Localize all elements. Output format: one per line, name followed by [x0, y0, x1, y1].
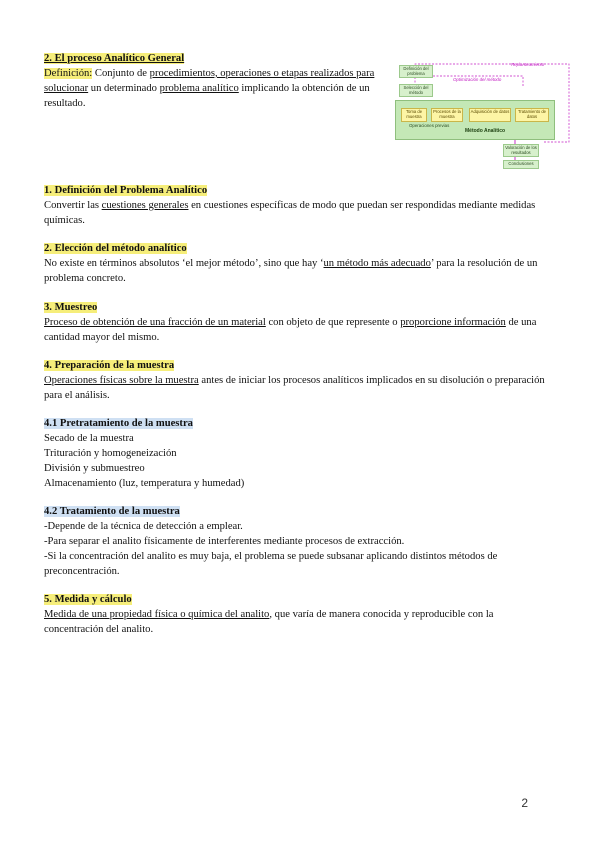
- section-heading: 3. Muestreo: [44, 302, 98, 313]
- box-procesos-muestra: Procesos de la muestra: [431, 108, 463, 122]
- section-eleccion: [44, 241, 554, 286]
- list-item: División y submuestreo: [44, 463, 145, 474]
- section-preparacion: [44, 358, 554, 403]
- section-heading: 4.2 Tratamiento de la muestra: [44, 506, 180, 517]
- section-body: Convertir las cuestiones generales en cuestiones específicas de modo que puedan ser respondidas mediante medidas químicas.: [44, 200, 536, 226]
- section-heading: 2. Elección del método analítico: [44, 243, 187, 254]
- section-body: Operaciones físicas sobre la muestra antes de iniciar los procesos analíticos implicados en su disolución o preparación para el análisis.: [44, 375, 545, 401]
- section-body: No existe en términos absolutos ‘el mejor método’, sino que hay ‘un método más adecuado’ para la resolución de un problema concreto.: [44, 258, 538, 284]
- optimizacion-label: Optimización del método: [453, 77, 502, 82]
- section-heading: 1. Definición del Problema Analítico: [44, 185, 208, 196]
- replanteamiento-label: Replanteamiento: [511, 62, 545, 67]
- intro-title: 2. El proceso Analítico General: [44, 53, 185, 64]
- list-item: Secado de la muestra: [44, 433, 134, 444]
- page-number: 2: [521, 796, 528, 810]
- box-adquisicion-datos: Adquisición de datos: [469, 108, 511, 122]
- section-heading: 5. Medida y cálculo: [44, 594, 132, 605]
- section-body: Proceso de obtención de una fracción de un material con objeto de que represente o proporcione información de una cantidad mayor del mismo.: [44, 317, 537, 343]
- section-muestreo: [44, 300, 554, 345]
- section-heading: 4.1 Pretratamiento de la muestra: [44, 418, 193, 429]
- section-body: Medida de una propiedad física o química del analito, que varía de manera conocida y reproducible con la concentración del analito.: [44, 609, 494, 635]
- metodo-analitico-label: Método Analítico: [465, 128, 506, 134]
- box-valoracion: Valoración de los resultados: [503, 144, 539, 157]
- section-pretratamiento: [44, 416, 554, 491]
- list-item: -Para separar el analito físicamente de interferentes mediante procesos de extracción.: [44, 536, 405, 547]
- list-item: Trituración y homogeneización: [44, 448, 177, 459]
- box-definicion: Definición del problema: [399, 65, 433, 78]
- list-item: -Si la concentración del analito es muy baja, el problema se puede subsanar aplicando distintos métodos de preconcentración.: [44, 551, 498, 577]
- analytic-process-diagram: [393, 62, 575, 174]
- section-medida: [44, 592, 554, 637]
- box-seleccion: Selección del método: [399, 84, 433, 97]
- section-definicion: [44, 183, 554, 228]
- section-heading: 4. Preparación de la muestra: [44, 360, 175, 371]
- operaciones-previas-label: Operaciones previas: [409, 123, 450, 128]
- box-toma-muestra: Toma de muestra: [401, 108, 427, 122]
- section-tratamiento: [44, 504, 554, 579]
- intro-definition: Definición: Conjunto de procedimientos, operaciones o etapas realizados para solucionar un determinado problema analítico implicando la obtención de un resultado.: [44, 68, 375, 109]
- list-item: Almacenamiento (luz, temperatura y humedad): [44, 478, 245, 489]
- box-conclusiones: Conclusiones: [503, 160, 539, 169]
- intro-section: [44, 51, 382, 111]
- list-item: -Depende de la técnica de detección a emplear.: [44, 521, 243, 532]
- box-tratamiento-datos: Tratamiento de datos: [515, 108, 549, 122]
